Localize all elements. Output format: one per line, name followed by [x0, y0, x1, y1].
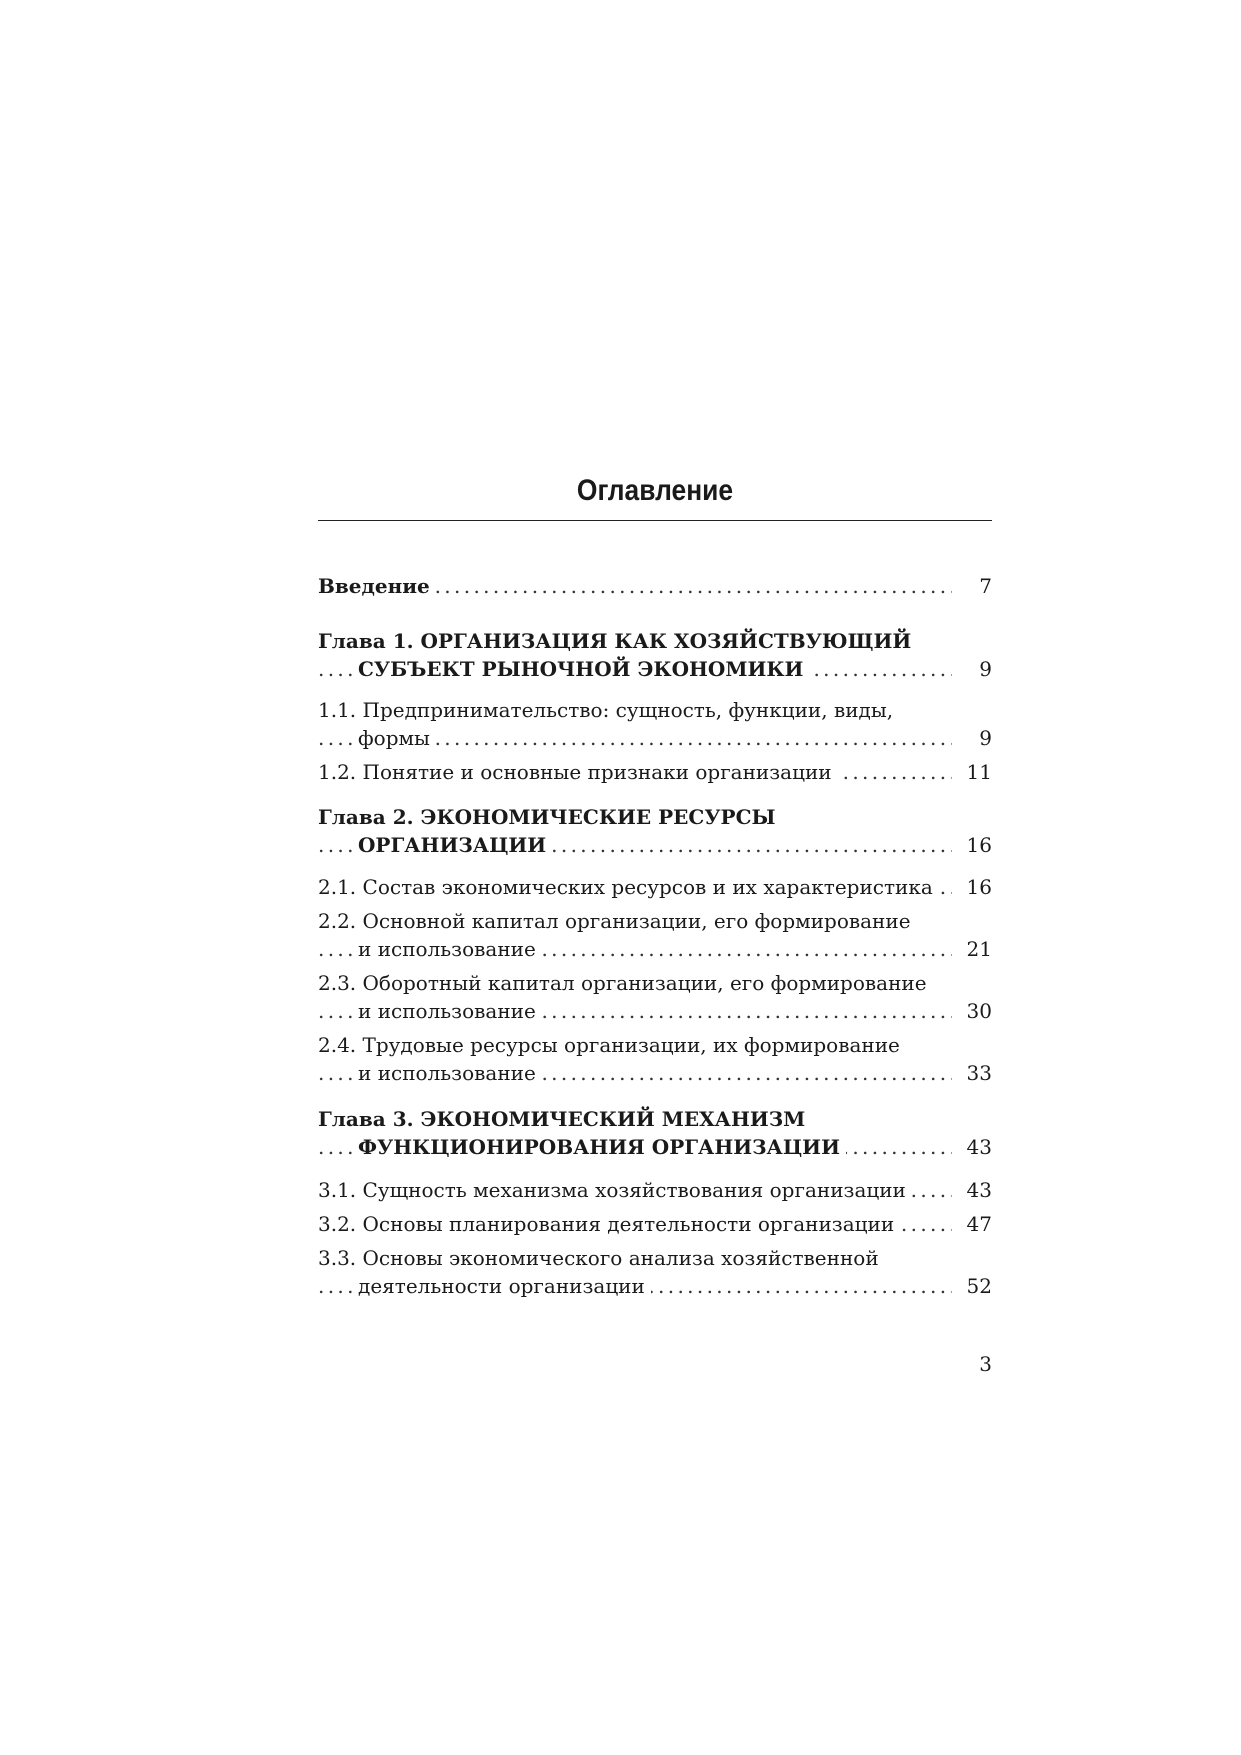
- toc-page-number: 47: [961, 1210, 992, 1238]
- toc-page-number: 11: [961, 758, 992, 786]
- toc-section-title: 3.2. Основы планирования деятельности организации: [318, 1212, 900, 1236]
- toc-chapter-2-line1[interactable]: [318, 803, 992, 831]
- toc-chapter-title: ФУНКЦИОНИРОВАНИЯ ОРГАНИЗАЦИИ: [358, 1135, 846, 1159]
- toc-entry-intro[interactable]: [318, 572, 992, 600]
- toc-section-title: деятельности организации: [358, 1274, 651, 1298]
- toc-section-title: 3.1. Сущность механизма хозяйствования организации: [318, 1178, 912, 1202]
- toc-section-2-2-line2[interactable]: [318, 935, 992, 963]
- toc-page-number: 43: [961, 1133, 992, 1161]
- toc-page-number: 30: [961, 997, 992, 1025]
- toc-section-title: 2.4. Трудовые ресурсы организации, их формирование: [318, 1033, 900, 1057]
- toc-section-title: 2.2. Основной капитал организации, его формирование: [318, 909, 911, 933]
- toc-chapter-2-line2[interactable]: [318, 831, 992, 859]
- title-divider: [318, 520, 992, 521]
- toc-page-number: 9: [973, 724, 992, 752]
- toc-page-number: 33: [961, 1059, 992, 1087]
- toc-section-2-3-line1[interactable]: [318, 969, 992, 997]
- toc-chapter-title: ОРГАНИЗАЦИИ: [358, 833, 552, 857]
- toc-section-title: 1.2. Понятие и основные признаки организации: [318, 760, 838, 784]
- page-title: Оглавление: [576, 474, 734, 507]
- toc-section-title: 2.3. Оборотный капитал организации, его формирование: [318, 971, 927, 995]
- toc-page-number: 7: [973, 572, 992, 600]
- toc-page-number: 16: [961, 831, 992, 859]
- toc-section-2-1[interactable]: [318, 873, 992, 901]
- toc-section-title: 2.1. Состав экономических ресурсов и их характеристика: [318, 875, 939, 899]
- toc-section-1-2[interactable]: [318, 758, 992, 786]
- toc-section-1-1-line2[interactable]: [318, 724, 992, 752]
- toc-entry-label: Введение: [318, 574, 436, 598]
- toc-section-2-2-line1[interactable]: [318, 907, 992, 935]
- toc-page-number: 43: [961, 1176, 992, 1204]
- toc-section-3-3-line1[interactable]: [318, 1244, 992, 1272]
- toc-chapter-title: Глава 2. ЭКОНОМИЧЕСКИЕ РЕСУРСЫ: [318, 805, 776, 829]
- toc-section-title: формы: [358, 726, 436, 750]
- toc-section-title: 1.1. Предпринимательство: сущность, функции, виды,: [318, 698, 894, 722]
- page-number: 3: [979, 1352, 992, 1376]
- toc-section-3-2[interactable]: [318, 1210, 992, 1238]
- toc-chapter-1-line2[interactable]: [318, 655, 992, 683]
- toc-chapter-1-line1[interactable]: [318, 627, 992, 655]
- toc-section-2-4-line2[interactable]: [318, 1059, 992, 1087]
- toc-section-3-1[interactable]: [318, 1176, 992, 1204]
- toc-page-number: 52: [961, 1272, 992, 1300]
- toc-section-2-4-line1[interactable]: [318, 1031, 992, 1059]
- toc-page-number: 16: [961, 873, 992, 901]
- toc-chapter-3-line2[interactable]: [318, 1133, 992, 1161]
- toc-section-3-3-line2[interactable]: [318, 1272, 992, 1300]
- toc-chapter-3-line1[interactable]: [318, 1105, 992, 1133]
- toc-page-number: 9: [973, 655, 992, 683]
- toc-section-1-1-line1[interactable]: [318, 696, 992, 724]
- toc-section-title: 3.3. Основы экономического анализа хозяйственной: [318, 1246, 879, 1270]
- toc-section-title: и использование: [358, 937, 542, 961]
- toc-section-title: и использование: [358, 999, 542, 1023]
- toc-chapter-title: Глава 1. ОРГАНИЗАЦИЯ КАК ХОЗЯЙСТВУЮЩИЙ: [318, 629, 912, 653]
- toc-chapter-title: Глава 3. ЭКОНОМИЧЕСКИЙ МЕХАНИЗМ: [318, 1107, 806, 1131]
- toc-page-number: 21: [961, 935, 992, 963]
- toc-section-2-3-line2[interactable]: [318, 997, 992, 1025]
- toc-chapter-title: СУБЪЕКТ РЫНОЧНОЙ ЭКОНОМИКИ: [358, 657, 809, 681]
- toc-section-title: и использование: [358, 1061, 542, 1085]
